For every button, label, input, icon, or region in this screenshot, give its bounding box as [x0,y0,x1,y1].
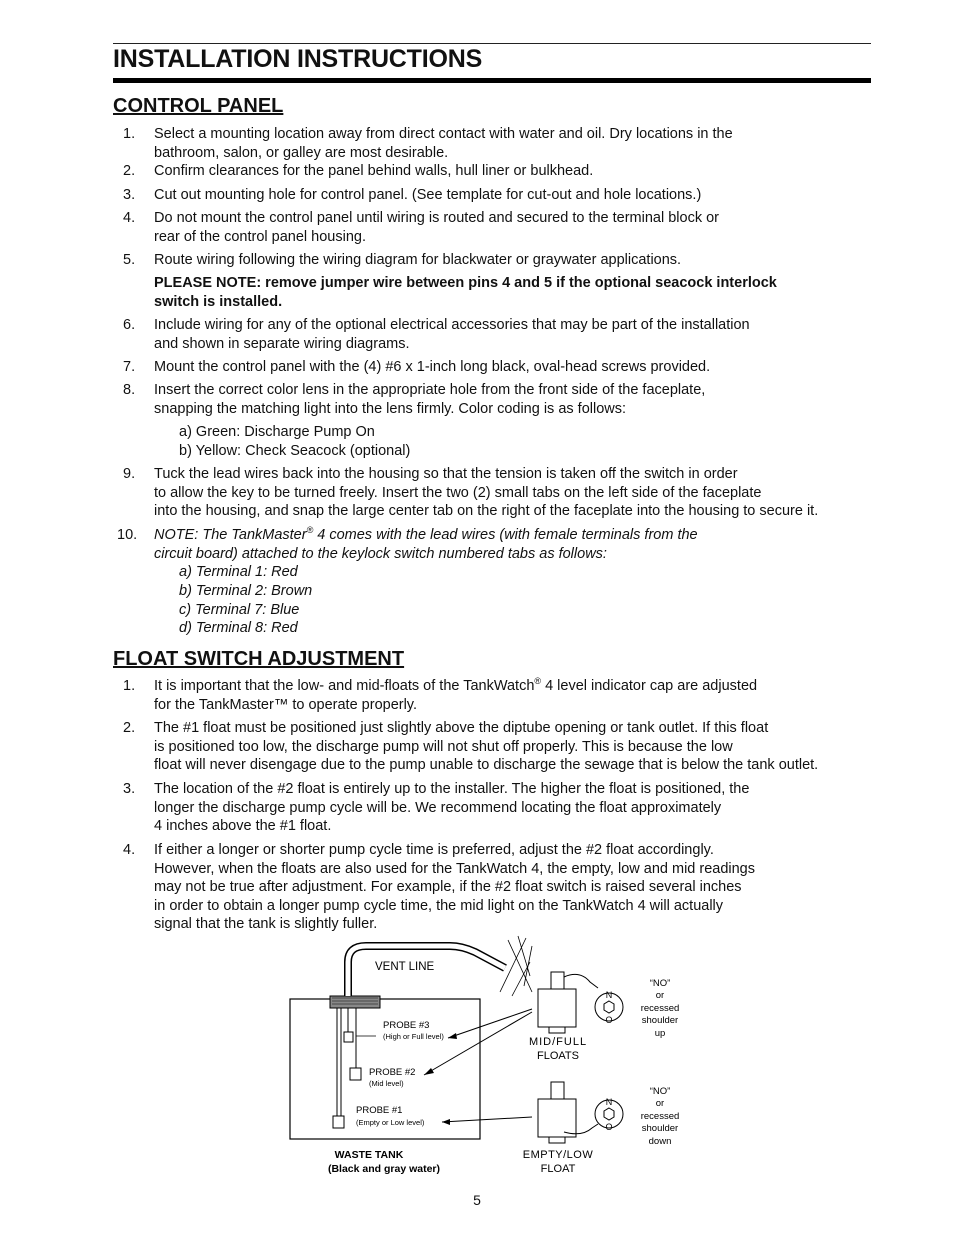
control-panel-item-line: Select a mounting location away from direct contact with water and oil. Dry locations in the [154,126,733,142]
empty-low-o: O [605,1122,613,1132]
registered-mark: ® [306,525,314,536]
mid-full-float-stem [551,972,564,990]
page-number: 5 [473,1192,481,1208]
float-item-1-line1: It is important that the low- and mid-floats of the TankWatch [154,678,535,694]
control-panel-item-line: PLEASE NOTE: remove jumper wire between pins 4 and 5 if the optional seacock interlock [154,275,777,291]
control-panel-item-line: bathroom, salon, or galley are most desirable. [154,144,449,161]
mid-full-label-2: FLOATS [537,1050,579,1062]
float-switch-item-line: in order to obtain a longer pump cycle time, the mid light on the TankWatch 4 will actually [154,897,724,914]
float-switch-item-number: 3. [123,781,136,797]
mid-full-label-1: MID/FULL [528,1036,588,1048]
control-panel-item-text [154,251,874,270]
arrow-empty-low [442,1117,532,1122]
no-down-line: or [655,1098,665,1109]
control-panel-item-line: Mount the control panel with the (4) #6 x 1-inch long black, oval-head screws provided. [154,359,711,375]
mid-full-float [538,989,576,1027]
float-switch-item-line: The #1 float must be positioned just slightly above the diptube opening or tank outlet. If this float [154,720,769,736]
control-panel-item-number: 5. [123,252,136,268]
control-panel-item-text [154,186,874,205]
control-panel-item-number: 7. [123,359,136,375]
no-down-line: recessed [640,1111,680,1122]
control-panel-item-number: 6. [123,317,136,333]
control-panel-item-line: rear of the control panel housing. [154,228,366,245]
control-panel-item-line: Tuck the lead wires back into the housing so that the tension is taken off the switch in order [154,466,738,482]
mid-full-o: O [605,1015,613,1025]
empty-low-label-2: FLOAT [540,1163,576,1175]
control-panel-item-text [154,358,874,377]
float-switch-item-line: longer the discharge pump cycle will be. We recommend locating the float approximately [154,799,722,816]
probe-3-sub: (High or Full level) [383,1032,444,1041]
control-panel-item-number: 3. [123,187,136,203]
float-switch-item-number: 2. [123,720,136,736]
arrow-mid-full-2 [424,1012,532,1075]
empty-low-label-1: EMPTY/LOW [522,1149,594,1161]
float-switch-item-text [154,841,874,934]
float-switch-item-text [154,780,874,836]
no-down-line: “NO” [649,1086,671,1097]
control-panel-item-number: 8. [123,382,136,398]
note-10-line1-end: 4 comes with the lead wires (with female terminals from the [313,527,698,543]
float-switch-item-line: float will never disengage due to the pump unable to discharge the sewage that is below the tank outlet. [154,757,819,773]
float-switch-item-line: However, when the floats are also used for the TankWatch 4, the empty, low and mid readings [154,860,755,877]
float-switch-item-line: is positioned too low, the discharge pump will not shut off properly. This is because the low [154,738,733,755]
note-10-line2: circuit board) attached to the keylock switch numbered tabs as follows: [154,545,607,562]
note-10-line1: NOTE: The TankMaster [154,527,307,543]
no-down-line: shoulder [641,1123,679,1134]
control-panel-item-line: Include wiring for any of the optional electrical accessories that may be part of the installation [154,317,750,333]
float-item-1-number: 1. [123,678,136,694]
float-switch-item-line: If either a longer or shorter pump cycle time is preferred, adjust the #2 float accordingly. [154,842,714,858]
note-10-number: 10. [117,527,138,543]
probe-3 [344,1032,353,1042]
control-panel-item-number: 4. [123,210,136,226]
no-up-line: recessed [640,1003,680,1014]
vent-line-label: VENT LINE [375,961,435,973]
float-switch-item-line: signal that the tank is slightly fuller. [154,916,378,932]
probe-2 [350,1068,361,1080]
control-panel-item-text [154,274,874,311]
probe-1 [333,1116,344,1128]
float-switch-item-line: may not be true after adjustment. For example, if the #2 float switch is raised several inches [154,879,742,895]
empty-low-float [538,1099,576,1137]
note-10-text [154,526,874,563]
control-panel-item-text [154,162,874,181]
control-panel-item-line: Route wiring following the wiring diagram for blackwater or graywater applications. [154,252,682,268]
terminal-7: c) Terminal 7: Blue [179,602,300,618]
probe-3-label: PROBE #3 [383,1020,430,1031]
float-item-1-line1-end: 4 level indicator cap are adjusted [541,678,758,694]
float-item-1-text [154,677,874,714]
float-diagram [280,932,700,1182]
empty-low-float-stem [551,1082,564,1100]
no-down-line: down [648,1136,672,1147]
terminal-8: d) Terminal 8: Red [179,620,298,636]
top-rule [113,43,871,44]
color-code-green: a) Green: Discharge Pump On [179,424,375,440]
no-down-note [641,1086,680,1147]
control-panel-item-line: Do not mount the control panel until wiring is routed and secured to the terminal block or [154,210,720,226]
control-panel-item-line: Cut out mounting hole for control panel. (See template for cut-out and hole locations.) [154,187,702,203]
probe-1-sub: (Empty or Low level) [356,1118,425,1127]
control-panel-item-line: switch is installed. [154,293,283,310]
float-switch-item-line: 4 inches above the #1 float. [154,818,332,834]
control-panel-item-text [154,209,874,246]
control-panel-item-line: Insert the correct color lens in the appropriate hole from the front side of the faceplate, [154,382,706,398]
control-panel-item-number: 2. [123,163,136,179]
control-panel-item-number: 1. [123,126,136,142]
probe-1-label: PROBE #1 [356,1105,403,1116]
control-panel-item-number: 9. [123,466,136,482]
probe-2-label: PROBE #2 [369,1067,416,1078]
control-panel-item-line: into the housing, and snap the large center tab on the right of the faceplate into the housing to secure it. [154,503,819,519]
float-switch-item-text [154,719,874,775]
control-panel-item-text [154,381,874,418]
page-title: INSTALLATION INSTRUCTIONS [113,45,483,73]
no-up-note [641,978,680,1039]
float-switch-heading: FLOAT SWITCH ADJUSTMENT [113,648,405,670]
mid-full-wire [564,974,598,988]
tank-label: WASTE TANK [334,1149,404,1161]
control-panel-item-text [154,465,874,521]
float-switch-item-number: 4. [123,842,136,858]
control-panel-item-line: snapping the matching light into the lens firmly. Color coding is as follows: [154,400,627,417]
control-panel-heading: CONTROL PANEL [113,95,284,117]
float-switch-item-line: The location of the #2 float is entirely up to the installer. The higher the float is positioned, the [154,781,750,797]
control-panel-item-line: Confirm clearances for the panel behind walls, hull liner or bulkhead. [154,163,594,179]
terminal-1: a) Terminal 1: Red [179,564,298,580]
empty-low-n: N [605,1097,613,1107]
arrow-mid-full-3 [448,1009,532,1038]
control-panel-item-text [154,125,874,162]
registered-mark: ® [534,676,542,687]
control-panel-item-line: and shown in separate wiring diagrams. [154,335,410,352]
title-rule [113,78,871,83]
no-up-line: or [655,990,665,1001]
no-up-line: shoulder [641,1015,679,1026]
no-up-line: up [654,1028,666,1039]
tank-sub-label: (Black and gray water) [327,1163,441,1175]
color-code-yellow: b) Yellow: Check Seacock (optional) [179,443,411,459]
mid-full-n: N [605,990,613,1000]
control-panel-item-text [154,316,874,353]
no-up-line: “NO” [649,978,671,989]
probe-2-sub: (Mid level) [369,1079,404,1088]
control-panel-item-line: to allow the key to be turned freely. Insert the two (2) small tabs on the left side of the faceplate [154,484,762,501]
terminal-2: b) Terminal 2: Brown [179,583,313,599]
float-item-1-line2: for the TankMaster™ to operate properly. [154,696,418,713]
